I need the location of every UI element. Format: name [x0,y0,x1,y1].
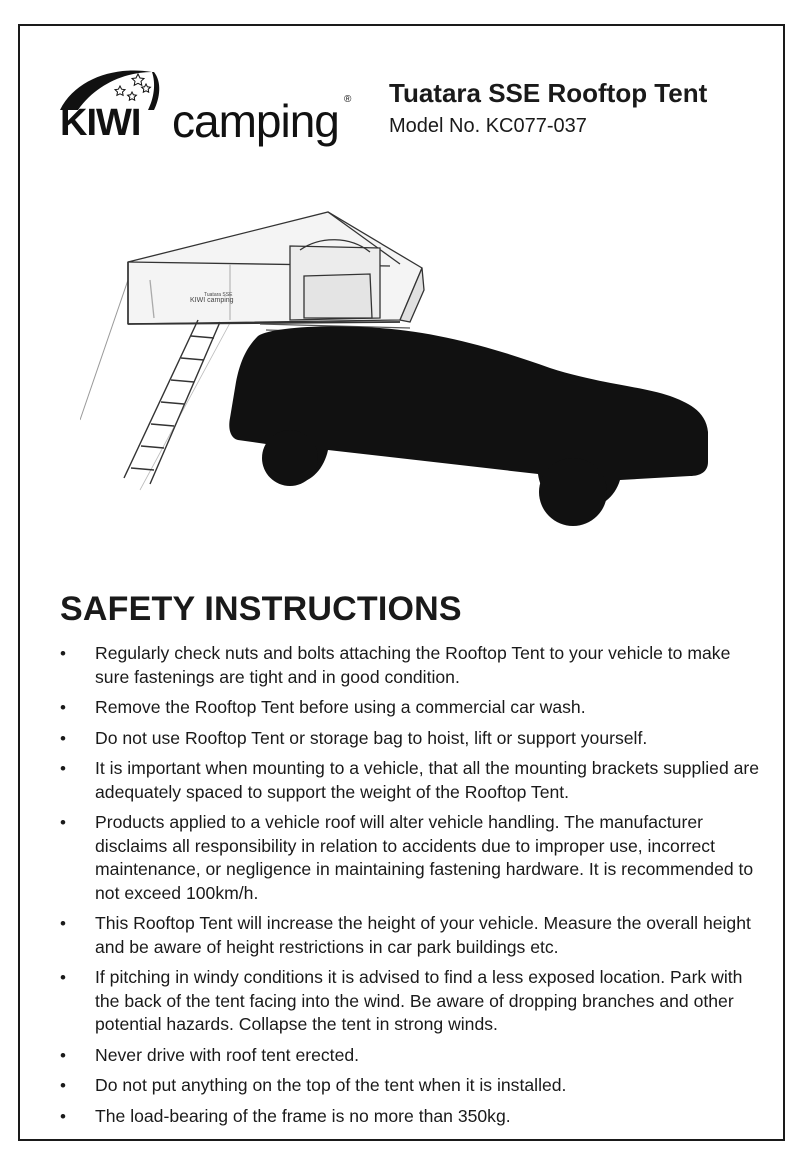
model-number: Model No. KC077-037 [389,115,587,137]
list-item [60,1044,760,1068]
rooftop-tent-icon [128,212,424,324]
logo-registered-mark: ® [344,94,352,105]
bullet-icon: • [60,728,66,748]
list-item [60,1074,760,1098]
list-item [60,966,760,1037]
rooftop-tent-illustration [80,200,720,540]
bullet-icon: • [60,644,66,663]
list-item-text: Do not use Rooftop Tent or storage bag to hoist, lift or support yourself. [95,727,648,748]
list-item-text: It is important when mounting to a vehicle, that all the mounting brackets supplied are adequately spaced to support the weight of the Rooftop Tent. [95,758,760,802]
list-item [60,912,760,959]
tent-brand-logo: KIWI camping [190,297,234,304]
safety-heading: SAFETY INSTRUCTIONS [60,590,462,628]
bullet-icon: • [60,813,66,832]
product-title: Tuatara SSE Rooftop Tent [389,78,708,108]
list-item [60,727,760,751]
bullet-icon: • [60,1076,66,1095]
list-item [60,811,760,905]
list-item-text: This Rooftop Tent will increase the height of your vehicle. Measure the overall height and be aware of height restrictions in car park buildings etc. [95,913,751,957]
list-item-text: Regularly check nuts and bolts attaching the Rooftop Tent to your vehicle to make sure fastenings are tight and in good condition. [95,643,731,687]
bullet-icon: • [60,698,66,717]
title-block [389,78,707,138]
list-item [60,696,760,720]
brand-logo [56,64,366,147]
list-item [60,1105,760,1129]
bullet-icon: • [60,1106,66,1126]
safety-instructions-list [60,642,760,1135]
bullet-icon: • [60,968,66,987]
list-item [60,642,760,689]
logo-kiwi-text: KIWI [60,102,141,144]
list-item-text: The load-bearing of the frame is no more than 350kg. [95,1105,511,1126]
list-item-text: Never drive with roof tent erected. [95,1044,360,1065]
list-item-text: Products applied to a vehicle roof will alter vehicle handling. The manufacturer disclaims all responsibility in relation to accidents due to improper use, incorrect maintenance, or negligence in maintaining fastening hardware. It is recommended to not exceed 100km/h. [95,812,754,903]
list-item-text: Remove the Rooftop Tent before using a commercial car wash. [95,697,586,717]
bullet-icon: • [60,1045,66,1065]
bullet-icon: • [60,914,66,933]
list-item-text: Do not put anything on the top of the tent when it is installed. [95,1075,567,1095]
tent-brand-label: Tuatara SSE [204,292,233,298]
guy-line [80,280,128,420]
bullet-icon: • [60,759,66,778]
logo-camping-text: camping [172,95,339,147]
list-item-text: If pitching in windy conditions it is advised to find a less exposed location. Park with the back of the tent facing into the wind. Be aware of dropping branches and other potential hazards. Collapse the tent in strong winds. [95,967,743,1034]
ladder-icon [124,320,220,484]
list-item [60,757,760,804]
